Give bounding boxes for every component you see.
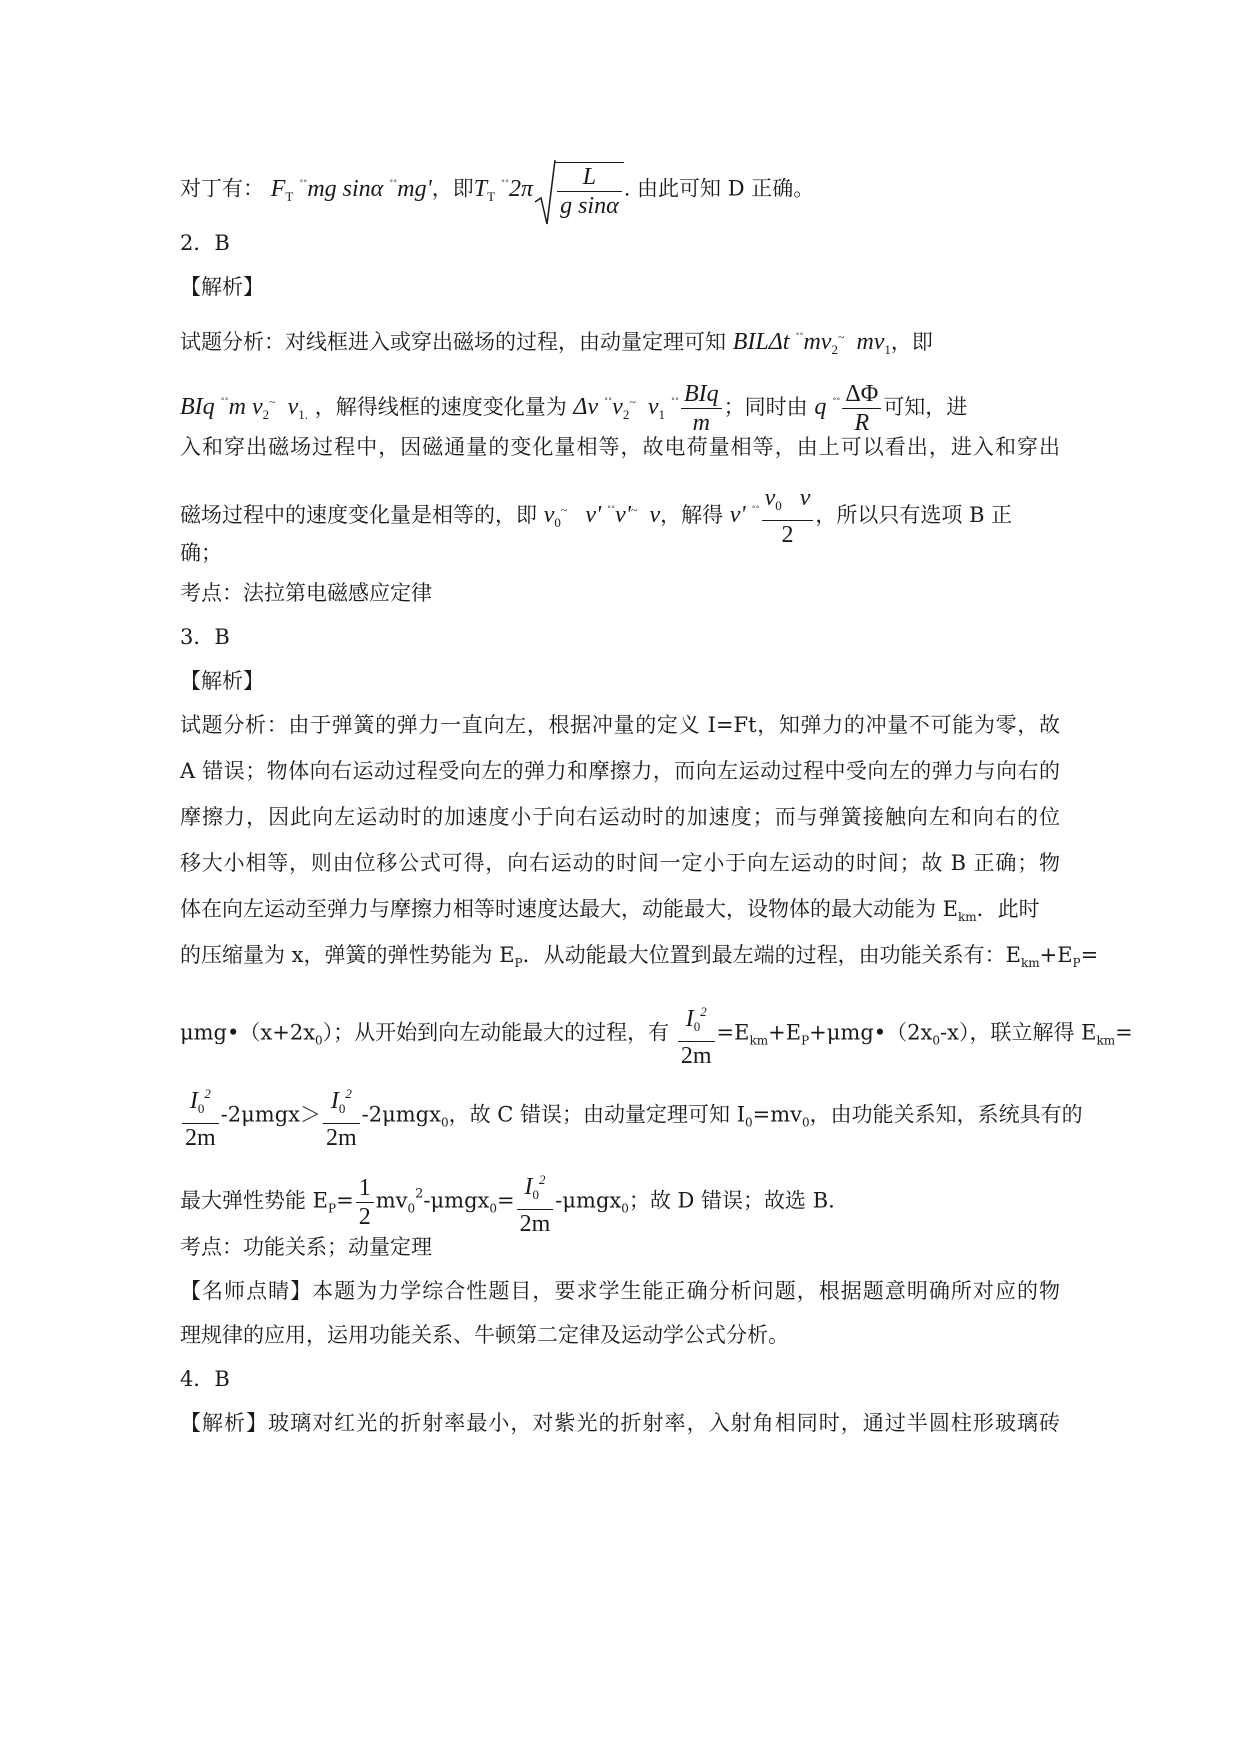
q2-line-5: 确； bbox=[180, 541, 222, 565]
q2-topic: 考点：法拉第电磁感应定律 bbox=[180, 581, 432, 605]
answer-4-heading: 4．B bbox=[180, 1367, 230, 1391]
q3-line-6: 的压缩量为 x，弹簧的弹性势能为 $E_P$．从动能最大位置到最左端的过程，由功能关系有：$E_{km}+E_P=$ bbox=[180, 943, 1099, 970]
q3-tip-line-2: 理规律的应用，运用功能关系、牛顿第二定律及运动学公式分析。 bbox=[180, 1323, 789, 1347]
q2-line-3: 入和穿出磁场过程中，因磁通量的变化量相等，故电荷量相等，由上可以看出，进入和穿出 bbox=[180, 435, 1060, 459]
q4-line-1: 【解析】玻璃对红光的折射率最小，对紫光的折射率，入射角相同时，通过半圆柱形玻璃砖 bbox=[180, 1411, 1060, 1435]
q3-line-2: A 错误；物体向右运动过程受向左的弹力和摩擦力，而向左运动过程中受向左的弹力与向右的 bbox=[180, 759, 1060, 783]
sqrt-symbol: $\frac{L}{\text{g sinα}}$ bbox=[533, 160, 624, 220]
q3-line-1: 试题分析：由于弹簧的弹力一直向左，根据冲量的定义 I=Ft，知弹力的冲量不可能为零，故 bbox=[180, 713, 1060, 737]
q3-line-3: 摩擦力，因此向左运动时的加速度小于向右运动时的加速度；而与弹簧接触向左和向右的位 bbox=[180, 805, 1060, 829]
formula-tension: $F_T$ ˚˚mg sinα ˚˚mg' bbox=[270, 175, 432, 204]
answer-1-conclusion: 对丁有： $F_T$ ˚˚mg sinα ˚˚mg'，即$T_T$ ˚˚2π $\frac{L}{\text{g sinα}}$ . 由此可知 D 正确。 bbox=[180, 160, 814, 220]
formula-period: $T_T$ ˚˚2π $\frac{L}{\text{g sinα}}$ bbox=[474, 176, 624, 202]
analysis-tag: 【解析】 bbox=[180, 275, 264, 299]
q3-line-8: $\frac{I_0^2}{2m}$ -2μmgx＞ $\frac{I_0^2}{2m}$ -2μmgx$_0$，故 C 错误；由动量定理可知 $I_0=mv_0$，由功能关系知，系统具有的 bbox=[180, 1080, 1083, 1152]
q3-line-5: 体在向左运动至弹力与摩擦力相等时速度达最大，动能最大，设物体的最大动能为 $E_{km}$．此时 bbox=[180, 897, 1040, 924]
q3-tip-line-1: 【名师点睛】本题为力学综合性题目，要求学生能正确分析问题，根据题意明确所对应的物 bbox=[180, 1279, 1060, 1303]
q3-line-4: 移大小相等，则由位移公式可得，向右运动的时间一定小于向左运动的时间；故 B 正确；物 bbox=[180, 851, 1060, 875]
q3-line-9: 最大弹性势能 $E_P=$ $\frac{1}{2}$ $mv_0^2-\mu mgx_0=$ $\frac{I_0^2}{2m}$ -μmgx$_0$；故 D 错误；故选 B. bbox=[180, 1166, 835, 1238]
q2-line-4: 磁场过程中的速度变化量是相等的，即 $v_0^\sim$ v' ˚˚v'~ v，解得 v' ˚˚ $\frac{v_0 v}{2}$ ，所以只有选项 B 正 bbox=[180, 485, 1013, 548]
answer-2-heading: 2．B bbox=[180, 231, 230, 255]
analysis-tag: 【解析】 bbox=[180, 669, 264, 693]
q3-line-7: $\mu mg•(x+2x_0)$；从开始到向左动能最大的过程，有 $\frac{I_0^2}{2m}$ $=E_{km}+E_P+\mu mg•(2x_0-x)$，联立解得 $E_{km}=$ bbox=[180, 998, 1133, 1070]
q2-line-2: BIq ˚˚m $v_2^\sim$ $v_{1.}$ ，解得线框的速度变化量为 Δv $^{˚˚}v_2^\sim$ $v_1$ ˚˚ $\frac{\text{BIq}}{m}$ ；同时由 q ˚˚ $\frac{\Delta\Phi}{R}$ 可知，进 bbox=[180, 381, 968, 436]
q2-line-1: 试题分析：对线框进入或穿出磁场的过程，由动量定理可知 BILΔt $^{˚˚}mv_2^\sim$ $mv_1$，即 bbox=[180, 329, 933, 357]
answer-3-heading: 3．B bbox=[180, 625, 230, 649]
q3-topic: 考点：功能关系；动量定理 bbox=[180, 1235, 432, 1259]
